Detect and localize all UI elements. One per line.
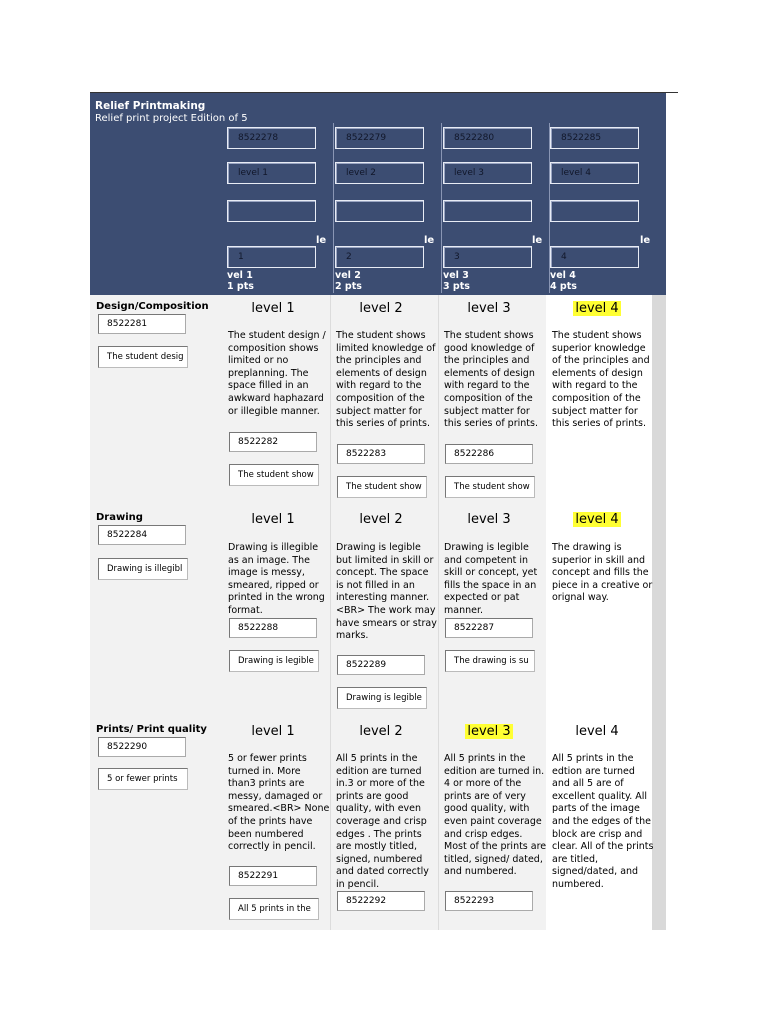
cell-id-field[interactable]: 8522289 [337, 655, 425, 675]
level-description: The student design / composition shows limited or no preplanning. The space filled in an awkward haphazard or illegible manner. [228, 330, 326, 417]
level-description: All 5 prints in the edtion are turned and all 5 are of excellent quality. All parts of the image and the edges of the block are crisp and clear. All of the prints are titled, signed/dated, and numbered. [552, 753, 654, 890]
level-description: Drawing is legible and competent in skill or concept, yet fills the space in an expected or pat manner. [444, 542, 538, 616]
column-vel-label: vel 4 [550, 270, 576, 281]
cell-id-field[interactable]: 8522283 [337, 444, 425, 464]
cell-text-field[interactable]: Drawing is legible [337, 687, 427, 709]
column-level-field[interactable]: level 3 [443, 162, 532, 184]
column-le-label: le [640, 235, 651, 246]
cell-text-field[interactable]: The student show [337, 476, 427, 498]
rubric-title: Relief Printmaking [95, 100, 206, 112]
cell-id-field[interactable]: 8522282 [229, 432, 317, 452]
criterion-text-field[interactable]: Drawing is illegibl [98, 558, 188, 580]
column-number-field[interactable]: 1 [227, 246, 316, 268]
level-heading: level 1 [251, 512, 295, 527]
column-id-field[interactable]: 8522279 [335, 127, 424, 149]
column-number-field[interactable]: 3 [443, 246, 532, 268]
level-heading: level 2 [359, 724, 403, 739]
column-le-label: le [316, 235, 327, 246]
column-id-field[interactable]: 8522285 [550, 127, 639, 149]
cell-id-field[interactable]: 8522293 [445, 891, 533, 911]
column-level-field[interactable]: level 4 [550, 162, 639, 184]
cell-id-field[interactable]: 8522292 [337, 891, 425, 911]
level-description: All 5 prints in the edition are turned in. 4 or more of the prints are of very good quality, with even paint coverage and crisp edges. Most of the prints are titled, signed/ dated, and numbered. [444, 753, 547, 878]
column-divider [441, 123, 442, 293]
column-level-field[interactable]: level 1 [227, 162, 316, 184]
column-vel-label: vel 2 [335, 270, 361, 281]
column-vel-label: vel 3 [443, 270, 469, 281]
rubric-header [90, 93, 666, 295]
column-description-field[interactable] [443, 200, 532, 222]
level-heading: level 2 [359, 512, 403, 527]
column-level-field[interactable]: level 2 [335, 162, 424, 184]
level-heading: level 3 [467, 512, 511, 527]
level-heading: level 3 [467, 301, 511, 316]
level-description: 5 or fewer prints turned in. More than3 prints are messy, damaged or smeared.<BR> None of the prints have been numbered correctly in pencil. [228, 753, 330, 853]
column-points-label: 2 pts [335, 281, 362, 292]
column-number-field[interactable]: 2 [335, 246, 424, 268]
level-description: The student shows limited knowledge of the principles and elements of design with regard to the composition of the subject matter for this series of prints. [336, 330, 436, 430]
criterion-text-field[interactable]: 5 or fewer prints [98, 768, 188, 790]
column-description-field[interactable] [335, 200, 424, 222]
level-description: Drawing is legible but limited in skill or concept. The space is not filled in an interesting manner.<BR> The work may have smears or stray marks. [336, 542, 437, 642]
level-description: The student shows superior knowledge of the principles and elements of design with regard to the composition of the subject matter for this series of prints. [552, 330, 650, 430]
criterion-name: Design/Composition [96, 301, 209, 312]
criterion-id-field[interactable]: 8522284 [98, 525, 186, 545]
level-heading-selected: level 3 [467, 724, 511, 739]
level-heading: level 1 [251, 301, 295, 316]
level-heading: level 2 [359, 301, 403, 316]
column-description-field[interactable] [550, 200, 639, 222]
criterion-id-field[interactable]: 8522290 [98, 737, 186, 757]
cell-id-field[interactable]: 8522288 [229, 618, 317, 638]
column-description-field[interactable] [227, 200, 316, 222]
criterion-name: Drawing [96, 512, 143, 523]
column-points-label: 3 pts [443, 281, 470, 292]
column-id-field[interactable]: 8522278 [227, 127, 316, 149]
level-heading: level 1 [251, 724, 295, 739]
level-description: The drawing is superior in skill and concept and fills the piece in a creative or orignal way. [552, 542, 653, 604]
column-vel-label: vel 1 [227, 270, 253, 281]
cell-id-field[interactable]: 8522286 [445, 444, 533, 464]
cell-text-field[interactable]: The student show [445, 476, 535, 498]
criterion-id-field[interactable]: 8522281 [98, 314, 186, 334]
rubric-subtitle: Relief print project Edition of 5 [95, 113, 248, 124]
cell-id-field[interactable]: 8522291 [229, 866, 317, 886]
criterion-name: Prints/ Print quality [96, 724, 207, 735]
cell-text-field[interactable]: The drawing is su [445, 650, 535, 672]
cell-text-field[interactable]: The student show [229, 464, 319, 486]
column-points-label: 4 pts [550, 281, 577, 292]
criterion-text-field[interactable]: The student desig [98, 346, 188, 368]
level-description: The student shows good knowledge of the principles and elements of design with regard to the composition of the subject matter for this series of prints. [444, 330, 538, 430]
column-le-label: le [532, 235, 543, 246]
level-description: Drawing is illegible as an image. The image is messy, smeared, ripped or printed in the wrong format. [228, 542, 325, 616]
column-divider [333, 123, 334, 293]
level-description: All 5 prints in the edition are turned in.3 or more of the prints are good quality, with even coverage and crisp edges . The prints are mostly titled, signed, numbered and dated correctly in pencil. [336, 753, 429, 890]
cell-text-field[interactable]: Drawing is legible [229, 650, 319, 672]
level-heading: level 4 [575, 724, 619, 739]
column-points-label: 1 pts [227, 281, 254, 292]
column-number-field[interactable]: 4 [550, 246, 639, 268]
cell-text-field[interactable]: All 5 prints in the [229, 898, 319, 920]
level-heading-selected: level 4 [575, 512, 619, 527]
cell-id-field[interactable]: 8522287 [445, 618, 533, 638]
column-id-field[interactable]: 8522280 [443, 127, 532, 149]
column-le-label: le [424, 235, 435, 246]
level-heading-selected: level 4 [575, 301, 619, 316]
